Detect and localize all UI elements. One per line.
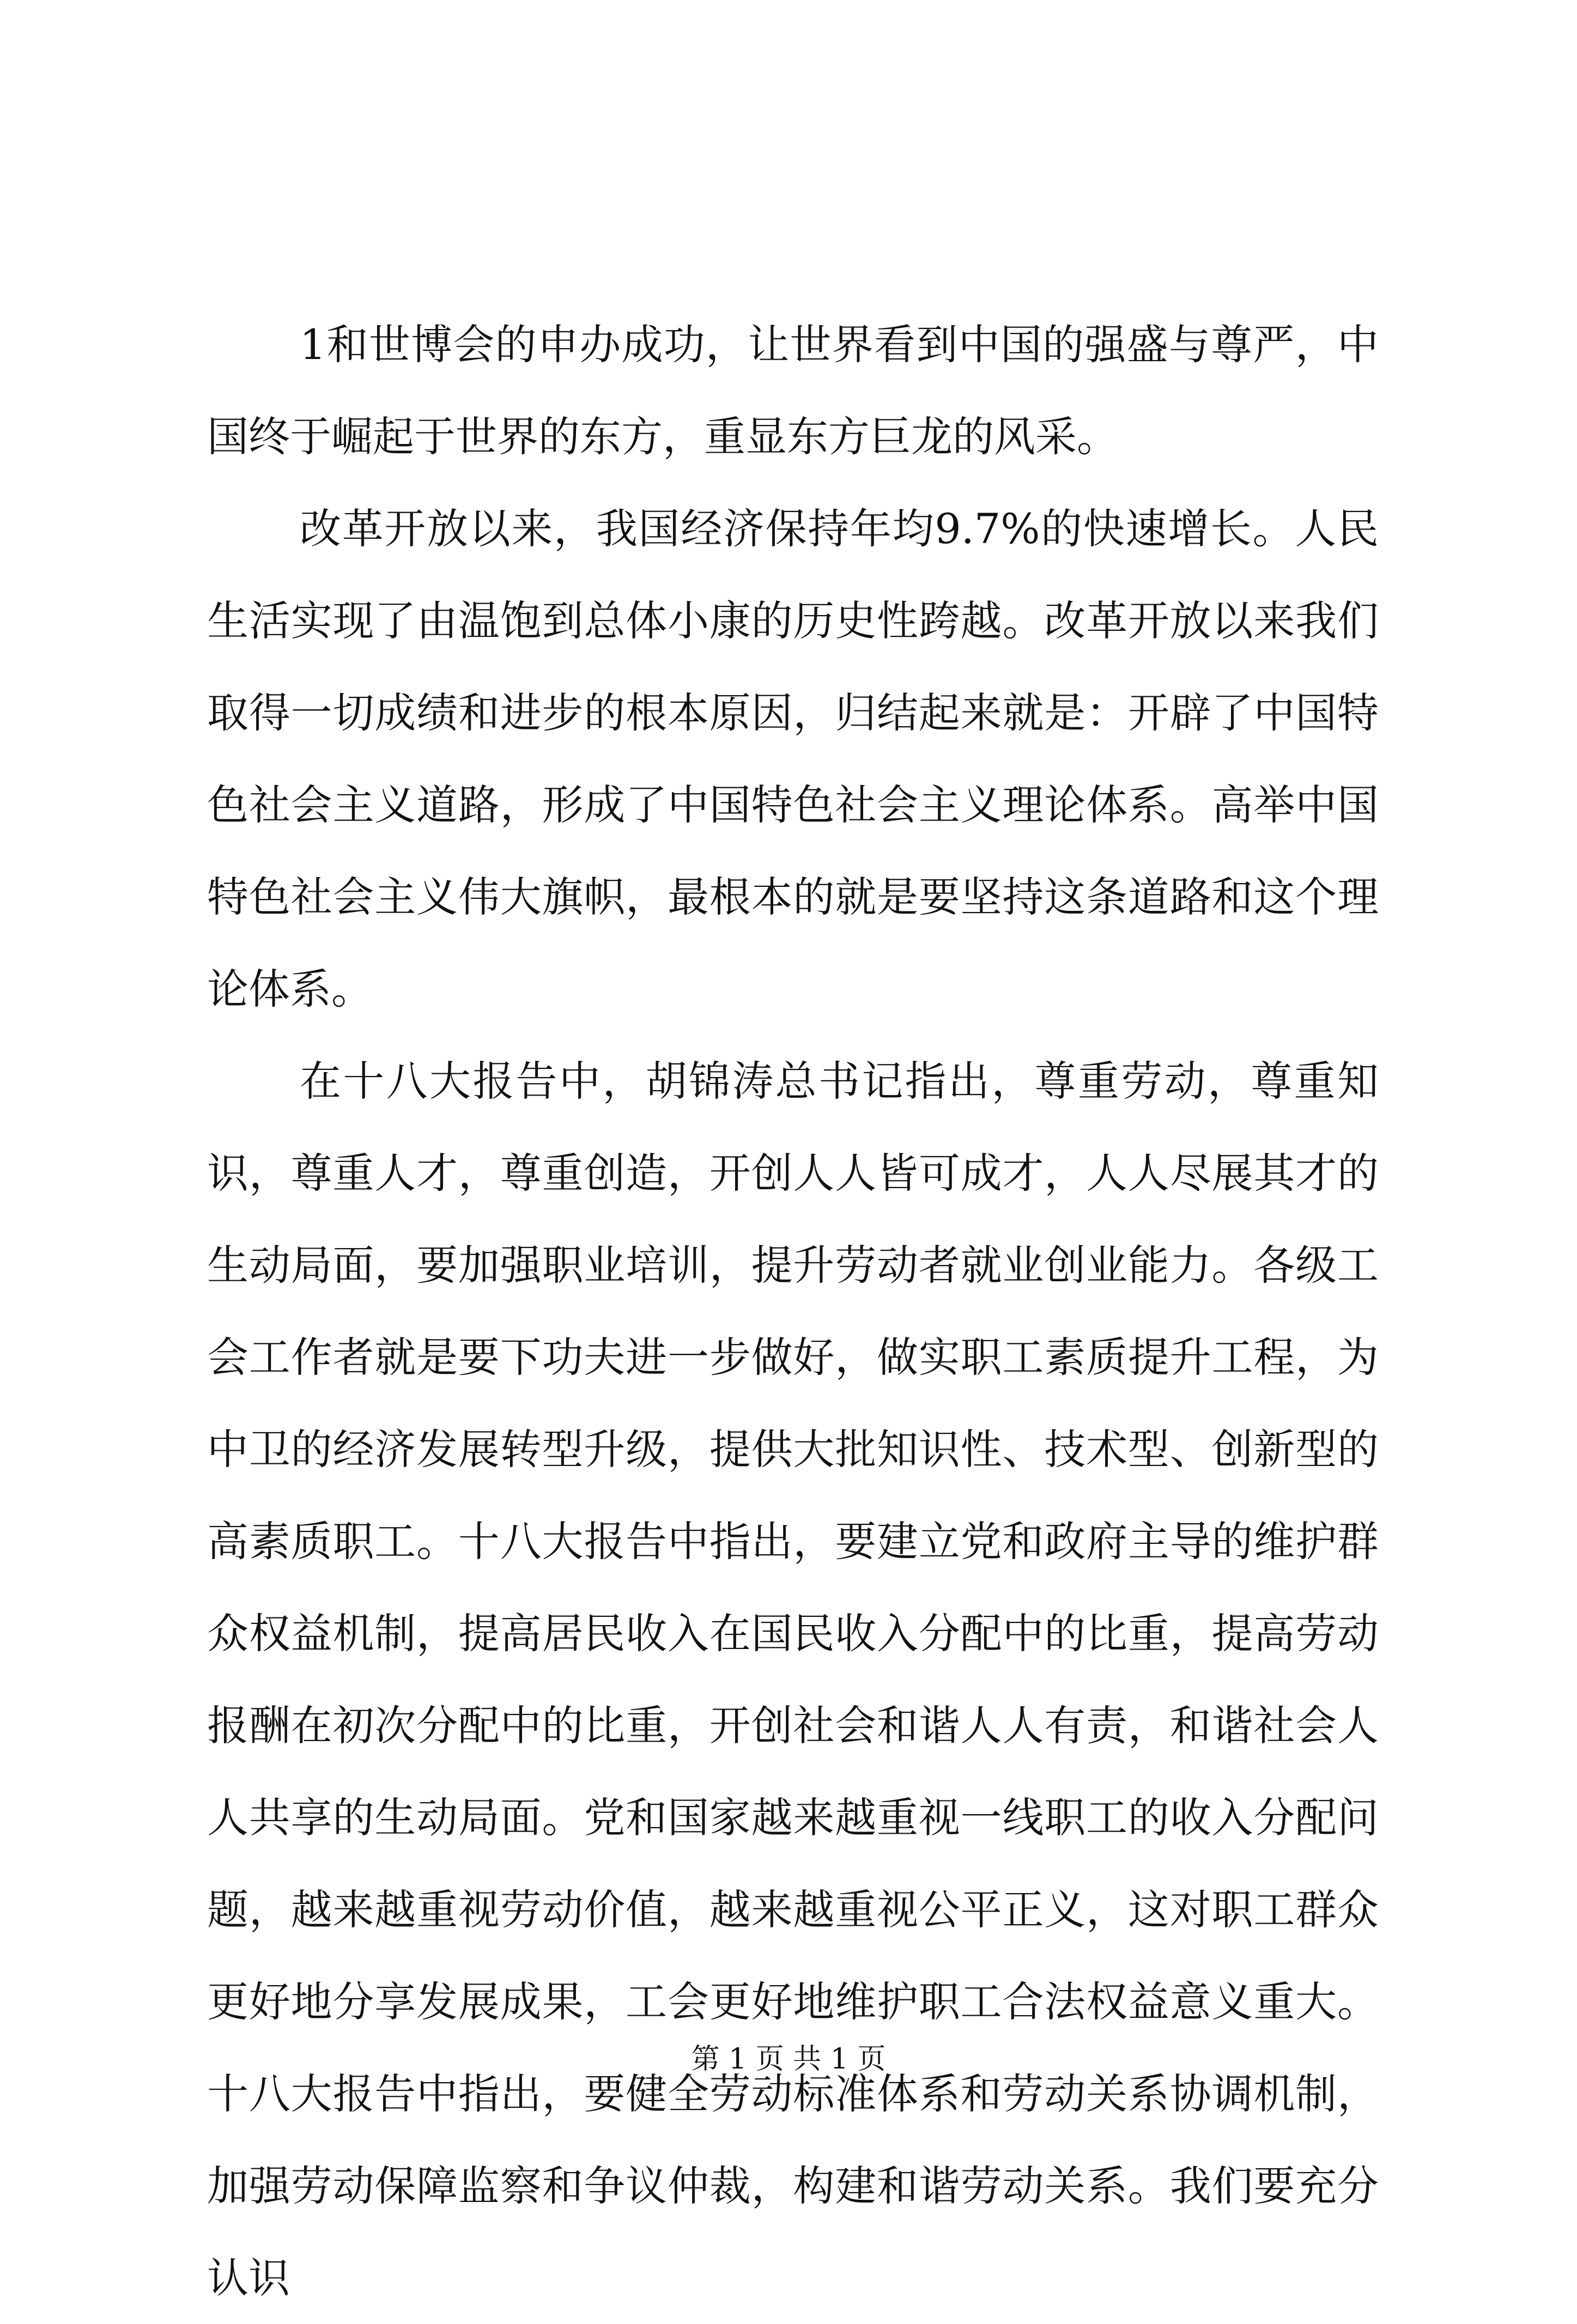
- paragraph-3: 在十八大报告中，胡锦涛总书记指出，尊重劳动，尊重知识，尊重人才，尊重创造，开创人人皆可成才，人人尽展其才的生动局面，要加强职业培训，提升劳动者就业创业能力。各级工会工作者就是要下功夫进一步做好，做实职工素质提升工程，为中卫的经济发展转型升级，提供大批知识性、技术型、创新型的高素质职工。十八大报告中指出，要建立党和政府主导的维护群众权益机制，提高居民收入在国民收入分配中的比重，提高劳动报酬在初次分配中的比重，开创社会和谐人人有责，和谐社会人人共享的生动局面。党和国家越来越重视一线职工的收入分配问题，越来越重视劳动价值，越来越重视公平正义，这对职工群众更好地分享发展成果，工会更好地维护职工合法权益意义重大。十八大报告中指出，要健全劳动标准体系和劳动关系协调机制，加强劳动保障监察和争议仲裁，构建和谐劳动关系。我们要充分认识: [207, 1057, 1379, 2302]
- paragraph-2: 改革开放以来，我国经济保持年均9.7%的快速增长。人民生活实现了由温饱到总体小康的历史性跨越。改革开放以来我们取得一切成绩和进步的根本原因，归结起来就是：开辟了中国特色社会主义道路，形成了中国特色社会主义理论体系。高举中国特色社会主义伟大旗帜，最根本的就是要坚持这条道路和这个理论体系。: [207, 504, 1379, 1013]
- page-footer: 第 1 页 共 1 页: [691, 2043, 886, 2076]
- document-body: [207, 299, 1379, 2324]
- paragraph-1: 1和世博会的申办成功，让世界看到中国的强盛与尊严，中国终于崛起于世界的东方，重显东方巨龙的风采。: [207, 320, 1379, 461]
